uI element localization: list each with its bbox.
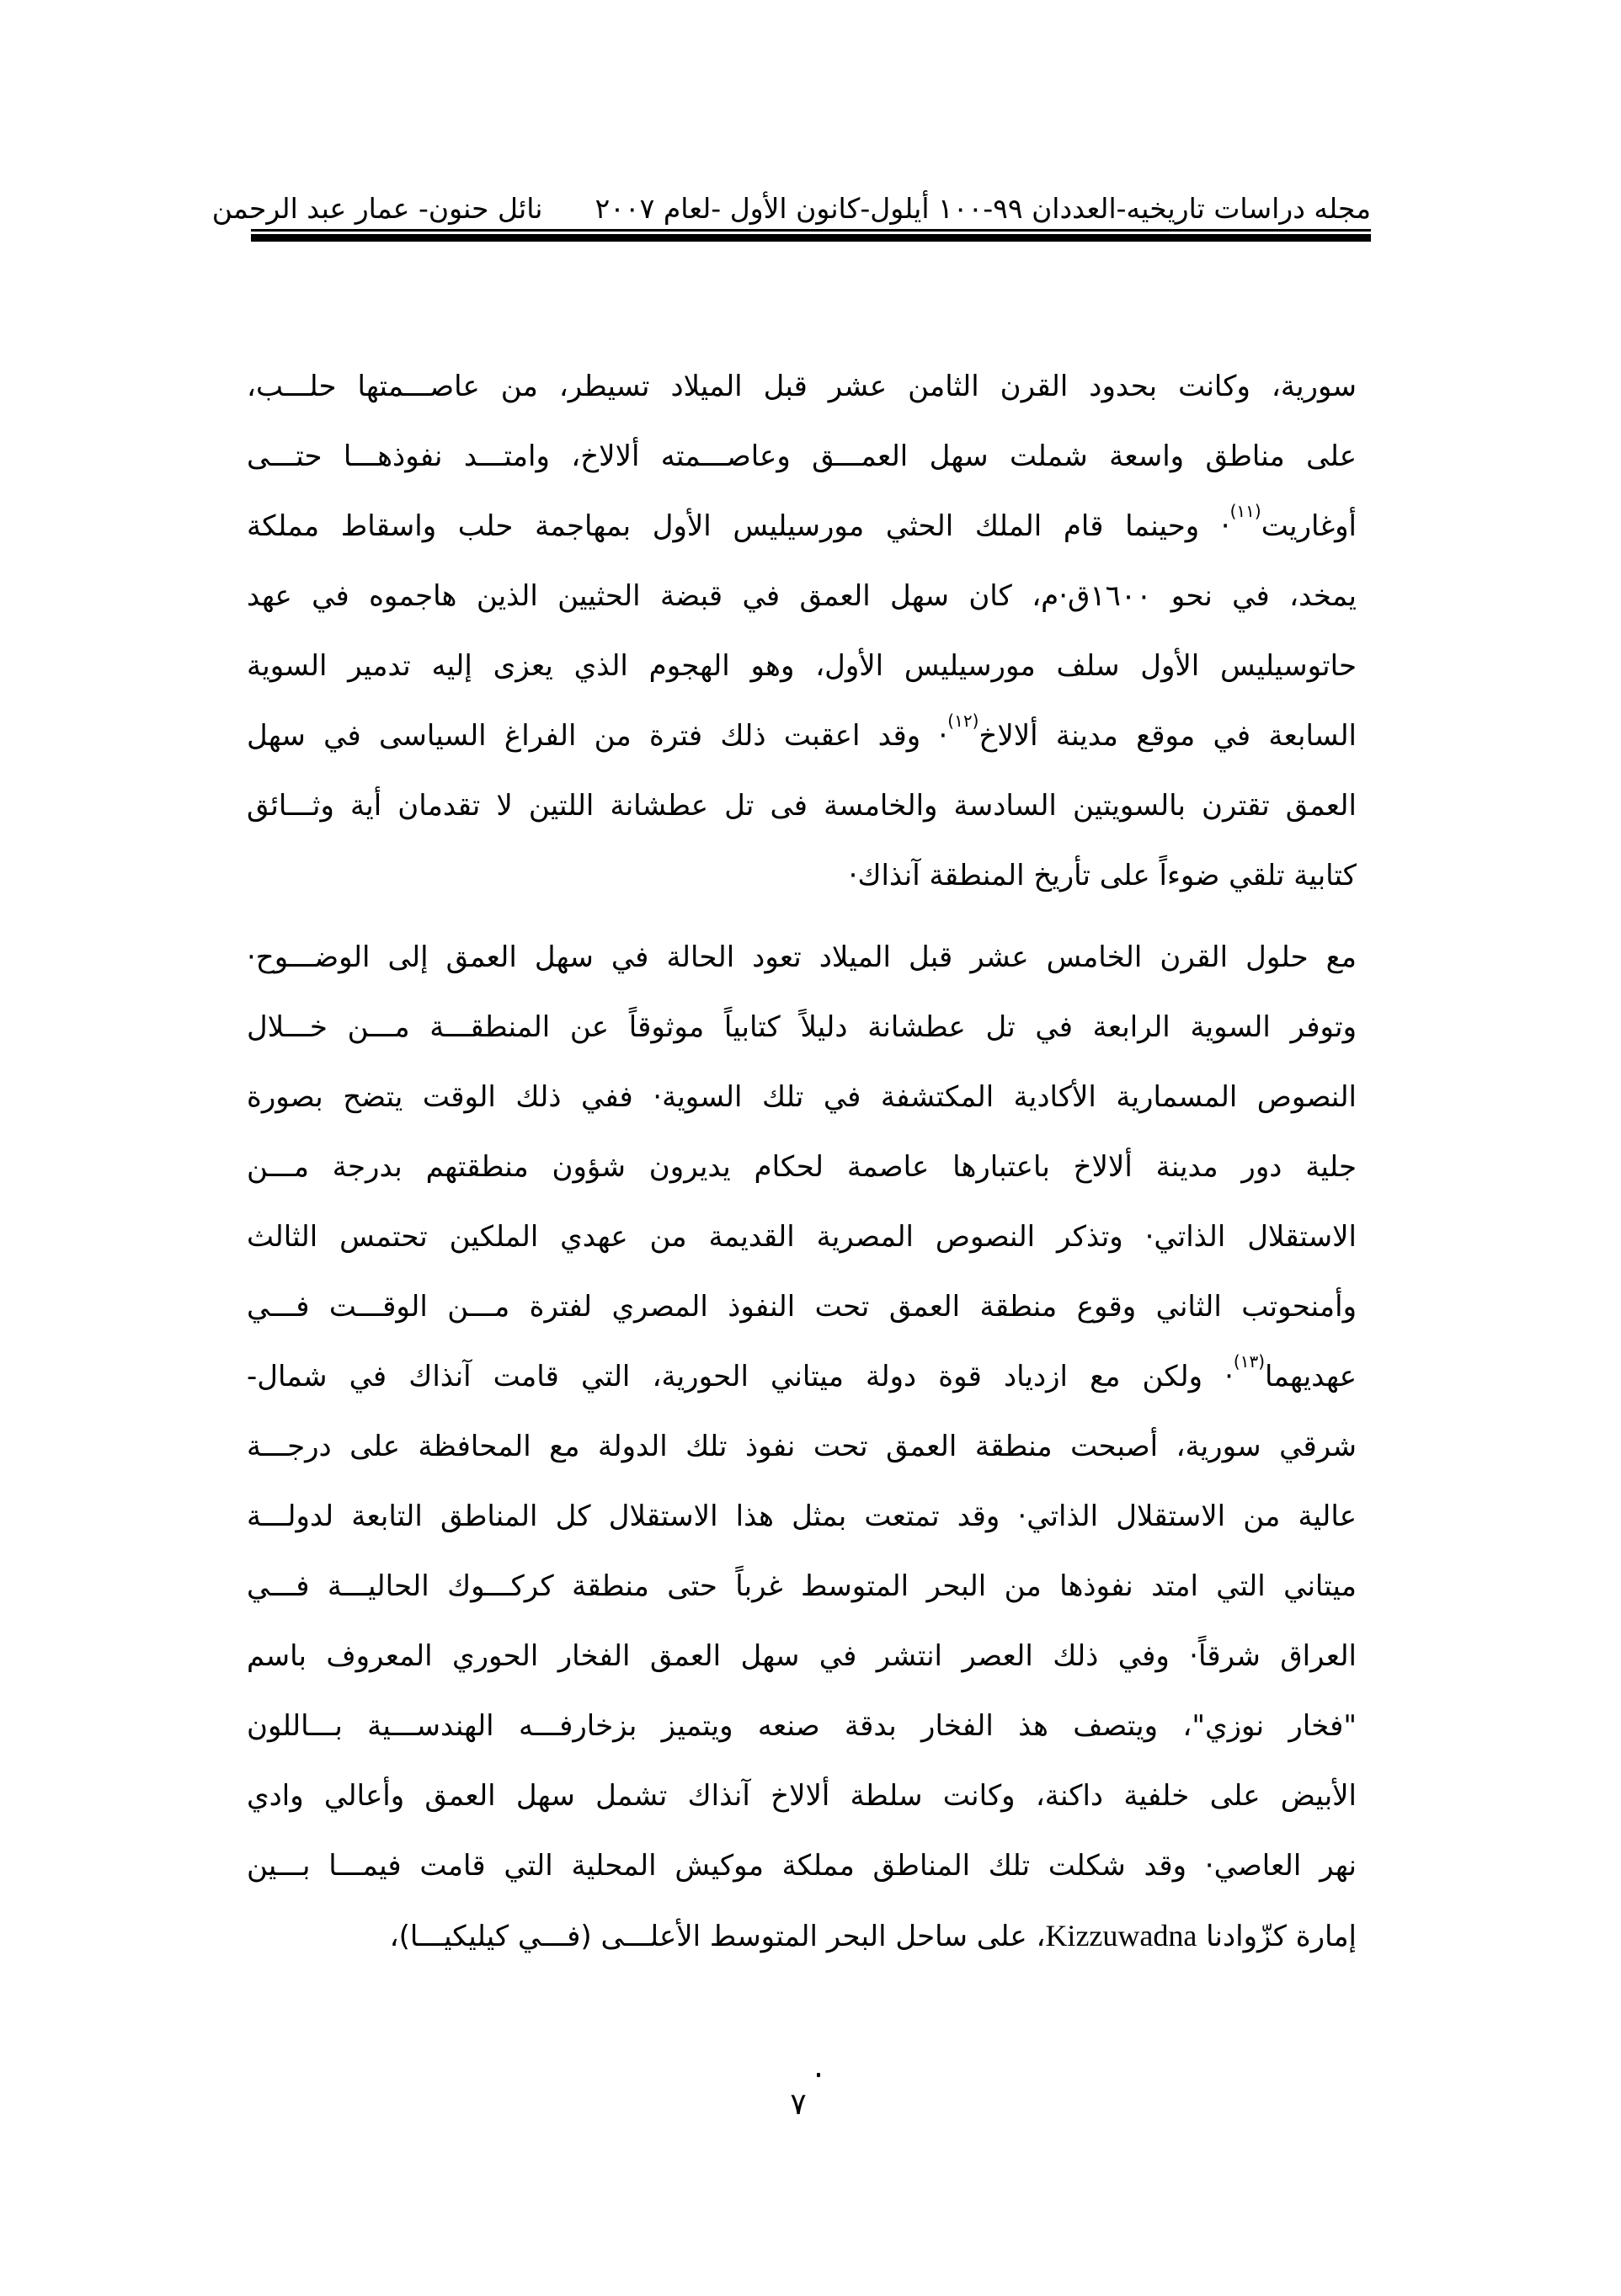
line-text: إمارة كزّوادنا [1197,1920,1357,1953]
text-line [247,1412,1357,1482]
paragraph-gap [247,911,1357,923]
line-text: السابعة في موقع مدينة ألالاخ [978,719,1357,753]
line-text: أوغاريت [1261,509,1357,543]
line-text: جلية دور مدينة ألالاخ باعتبارها عاصمة لحكام يديرون شؤون منطقتهم بدرجة مـــن [247,1150,1357,1184]
line-text: وتوفر السوية الرابعة في تل عطشانة دليلاً كتابياً موثوقاً عن المنطقـــة مـــن خـــلال [247,1010,1357,1044]
line-text-continued: · وحينما قام الملك الحثي مورسيليس الأول بمهاجمة حلب واسقاط مملكة [247,509,1230,543]
text-line [247,771,1357,841]
line-text: الاستقلال الذاتي· وتذكر النصوص المصرية القديمة من عهدي الملكين تحتمس الثالث [247,1220,1357,1254]
scan-artifact-dot [817,2073,820,2077]
footnote-marker[interactable]: (١٣) [1233,1351,1266,1372]
journal-title: مجله دراسات تاريخيه-العددان ٩٩-١٠٠ أيلول-كانون الأول -لعام ٢٠٠٧ [595,192,1371,225]
line-text: "فخار نوزي"، ويتصف هذ الفخار بدقة صنعه ويتميز بزخارفـــه الهندســـية بـــاللون [247,1709,1357,1743]
line-text: النصوص المسمارية الأكادية المكتشفة في تلك السوية· ففي ذلك الوقت يتضح بصورة [247,1080,1357,1114]
header-rule [251,229,1371,232]
text-line [247,993,1357,1063]
latin-term: Kizzuwadna [1045,1919,1197,1952]
text-line [247,923,1357,993]
text-line [247,1132,1357,1202]
text-line [247,1202,1357,1272]
text-line [247,841,1357,911]
line-text-continued: · ولكن مع ازدياد قوة دولة ميتاني الحورية، التي قامت آنذاك في شمال- [247,1360,1234,1393]
text-line [247,422,1357,492]
paragraph [247,923,1357,1971]
text-line [247,1831,1357,1901]
text-line [247,492,1357,562]
line-text: الأبيض على خلفية داكنة، وكانت سلطة ألالاخ آنذاك تشمل سهل العمق وأعالي وادي [247,1779,1357,1813]
text-line [247,1622,1357,1691]
line-text: على مناطق واسعة شملت سهل العمـــق وعاصـــمته ألالاخ، وامتـــد نفوذهـــا حتـــى [247,439,1357,473]
text-line [247,701,1357,771]
footnote-marker[interactable]: (١١) [1229,501,1261,521]
text-line [247,1063,1357,1132]
text-line [247,1761,1357,1831]
text-line [247,1552,1357,1622]
line-text: نهر العاصي· وقد شكلت تلك المناطق مملكة موكيش المحلية التي قامت فيمـــا بـــين [247,1849,1357,1883]
running-header [211,187,1371,227]
line-text: كتابية تلقي ضوءاً على تأريخ المنطقة آنذاك· [848,859,1357,892]
paragraph [247,352,1357,911]
header-rule-thick [251,234,1371,242]
line-text: مع حلول القرن الخامس عشر قبل الميلاد تعود الحالة في سهل العمق إلى الوضـــوح· [247,940,1357,974]
line-text: عهديهما [1265,1360,1357,1393]
article-authors: نائل حنون- عمار عبد الرحمن [211,192,543,225]
text-line [247,352,1357,422]
line-text: العمق تقترن بالسويتين السادسة والخامسة فى تل عطشانة اللتين لا تقدمان أية وثـــائق [247,789,1357,823]
text-line [247,1691,1357,1761]
line-text: شرقي سورية، أصبحت منطقة العمق تحت نفوذ تلك الدولة مع المحافظة على درجـــة [247,1430,1357,1463]
text-line [247,1482,1357,1552]
text-line [247,1342,1357,1412]
line-text: وأمنحوتب الثاني وقوع منطقة العمق تحت النفوذ المصري لفترة مـــن الوقـــت فـــي [247,1290,1357,1324]
line-text: ميتاني التي امتد نفوذها من البحر المتوسط غرباً حتى منطقة كركـــوك الحاليـــة فـــي [247,1569,1357,1603]
text-line [247,1272,1357,1342]
line-text: عالية من الاستقلال الذاتي· وقد تمتعت بمثل هذا الاستقلال كل المناطق التابعة لدولـــة [247,1500,1357,1533]
body-text [247,352,1357,1971]
line-text-continued: ، على ساحل البحر المتوسط الأعلـــى (فـــي كيليكيـــا)، [389,1920,1046,1953]
text-line [247,562,1357,631]
line-text: يمخد، في نحو ١٦٠٠ق·م، كان سهل العمق في قبضة الحثيين الذين هاجموه في عهد [247,579,1357,613]
line-text: سورية، وكانت بحدود القرن الثامن عشر قبل الميلاد تسيطر، من عاصـــمتها حلـــب، [247,370,1357,403]
line-text: العراق شرقاً· وفي ذلك العصر انتشر في سهل العمق الفخار الحوري المعروف باسم [247,1639,1357,1673]
line-text: حاتوسيليس الأول سلف مورسيليس الأول، وهو الهجوم الذي يعزى إليه تدمير السوية [247,649,1357,683]
line-text-continued: · وقد اعقبت ذلك فترة من الفراغ السياسى في سهل [247,719,948,753]
footnote-marker[interactable]: (١٢) [947,711,979,731]
text-line [247,631,1357,701]
text-line [247,1901,1357,1971]
page-number: ٧ [790,2087,807,2122]
